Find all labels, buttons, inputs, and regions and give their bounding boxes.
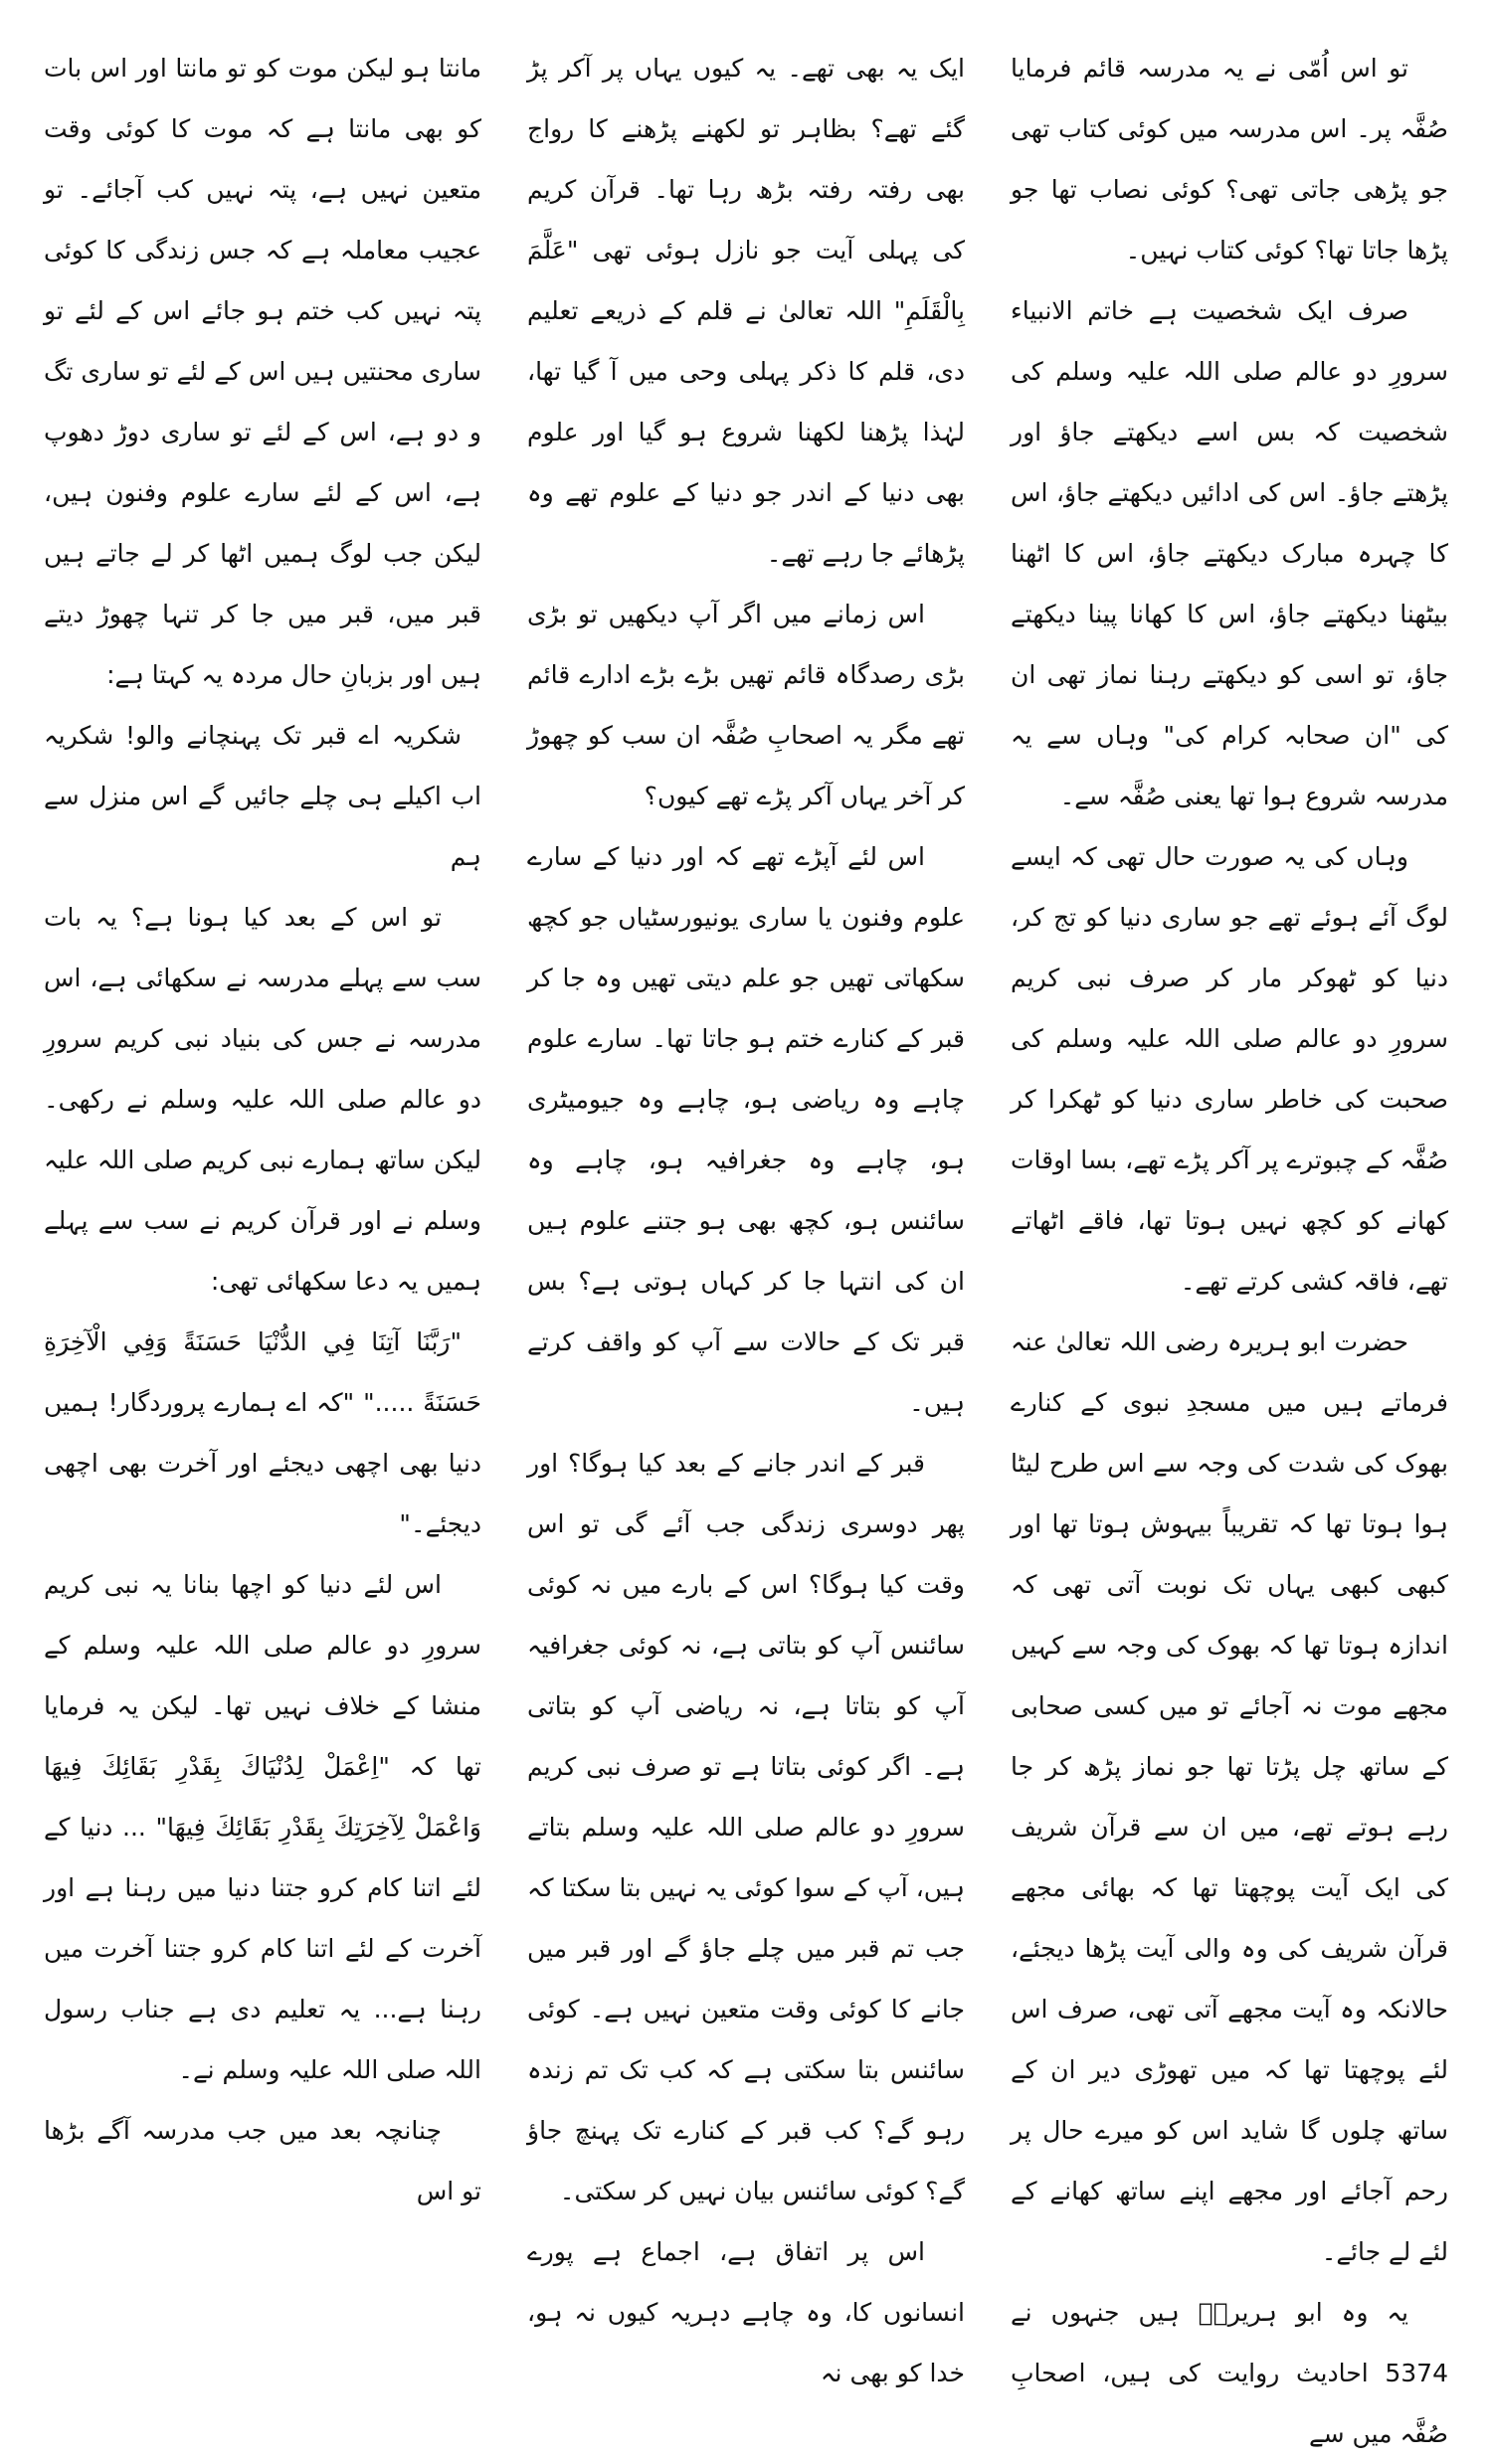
poetry-couplet: شکریہ اے قبر تک پہنچانے والو! شکریہ اب اکیلے ہی چلے جائیں گے اس منزل سے ہم bbox=[44, 721, 481, 871]
column-left bbox=[44, 38, 481, 2205]
paragraph: تو اس کے بعد کیا ہونا ہے؟ یہ بات سب سے پہلے مدرسہ نے سکھائی ہے، اس مدرسہ نے جس کی بنیاد نبی کریم سرورِ دو عالم صلی اللہ علیہ وسلم نے رکھی۔ لیکن ساتھ ہمارے نبی کریم صلی اللہ علیہ وسلم نے اور قرآن کریم نے سب سے پہلے ہمیں یہ دعا سکھائی تھی: bbox=[44, 903, 481, 1296]
paragraph: تو اس اُمّی نے یہ مدرسہ قائم فرمایا صُفَّہ پر۔ اس مدرسہ میں کوئی کتاب تھی جو پڑھی جاتی تھی؟ کوئی نصاب تھا جو پڑھا جاتا تھا؟ کوئی کتاب نہیں۔ bbox=[1011, 54, 1448, 264]
paragraph: مانتا ہو لیکن موت کو تو مانتا اور اس بات کو بھی مانتا ہے کہ موت کا کوئی وقت متعین نہیں ہے، پتہ نہیں کب آجائے۔ تو عجیب معاملہ ہے کہ جس زندگی کا کوئی پتہ نہیں کب ختم ہو جائے اس کے لئے تو ساری محنتیں ہیں اس کے لئے تو ساری تگ و دو ہے، اس کے لئے تو ساری دوڑ دھوپ ہے، اس کے لئے سارے علوم وفنون ہیں، لیکن جب لوگ ہمیں اٹھا کر لے جاتے ہیں قبر میں، قبر میں جا کر تنہا چھوڑ دیتے ہیں اور بزبانِ حال مردہ یہ کہتا ہے: bbox=[44, 54, 481, 689]
paragraph: اس زمانے میں اگر آپ دیکھیں تو بڑی بڑی رصدگاہ قائم تھیں بڑے بڑے ادارے قائم تھے مگر یہ اصحابِ صُفَّہ ان سب کو چھوڑ کر آخر یہاں آکر پڑے تھے کیوں؟ bbox=[527, 600, 965, 810]
column-right bbox=[1011, 38, 1448, 2448]
paragraph: چنانچہ بعد میں جب مدرسہ آگے بڑھا تو اس bbox=[44, 2116, 481, 2205]
paragraph: اس لئے دنیا کو اچھا بنانا یہ نبی کریم سرورِ دو عالم صلی اللہ علیہ وسلم کے منشا کے خلاف نہیں تھا۔ لیکن یہ فرمایا تھا کہ "اِعْمَلْ لِدُنْيَاكَ بِقَدْرِ بَقَائِكَ فِيهَا وَاعْمَلْ لِآخِرَتِكَ بِقَدْرِ بَقَائِكَ فِيهَا" ... دنیا کے لئے اتنا کام کرو جتنا دنیا میں رہنا ہے اور آخرت کے لئے اتنا کام کرو جتنا آخرت میں رہنا ہے... یہ تعلیم دی ہے جناب رسول اللہ صلی اللہ علیہ وسلم نے۔ bbox=[44, 1570, 481, 2084]
paragraph: صرف ایک شخصیت ہے خاتم الانبیاء سرورِ دو عالم صلی اللہ علیہ وسلم کی شخصیت کہ بس اسے دیکھتے جاؤ اور پڑھتے جاؤ۔ اس کی ادائیں دیکھتے جاؤ، اس کا چہرہ مبارک دیکھتے جاؤ، اس کا اٹھنا بیٹھنا دیکھتے جاؤ، اس کا کھانا پینا دیکھتے جاؤ، تو اسی کو دیکھتے رہنا نماز تھی ان کی "ان صحابہ کرام کی" وہاں سے یہ مدرسہ شروع ہوا تھا یعنی صُفَّہ سے۔ bbox=[1011, 296, 1448, 810]
paragraph: وہاں کی یہ صورت حال تھی کہ ایسے لوگ آئے ہوئے تھے جو ساری دنیا کو تج کر، دنیا کو ٹھوکر مار کر صرف نبی کریم سرورِ دو عالم صلی اللہ علیہ وسلم کی صحبت کی خاطر ساری دنیا کو ٹھکرا کر صُفَّہ کے چبوترے پر آکر پڑے تھے، بسا اوقات کھانے کو کچھ نہیں ہوتا تھا، فاقے اٹھاتے تھے، فاقہ کشی کرتے تھے۔ bbox=[1011, 842, 1448, 1296]
text-columns bbox=[44, 38, 1448, 2448]
column-middle bbox=[527, 38, 965, 2387]
paragraph: اس لئے آپڑے تھے کہ اور دنیا کے سارے علوم وفنون یا ساری یونیورسٹیاں جو کچھ سکھاتی تھیں جو علم دیتی تھیں وہ جا کر قبر کے کنارے ختم ہو جاتا تھا۔ سارے علوم چاہے وہ ریاضی ہو، چاہے وہ جیومیٹری ہو، چاہے وہ جغرافیہ ہو، چاہے وہ سائنس ہو، کچھ بھی ہو جتنے علوم ہیں ان کی انتہا جا کر کہاں ہوتی ہے؟ بس قبر تک کے حالات سے آپ کو واقف کرتے ہیں۔ bbox=[527, 842, 965, 1417]
quranic-prayer: "رَبَّنَا آتِنَا فِي الدُّنْيَا حَسَنَةً وَفِي الْآخِرَةِ حَسَنَةً ....." "کہ اے ہمارے پروردگار! ہمیں دنیا بھی اچھی دیجئے اور آخرت بھی اچھی دیجئے۔" bbox=[44, 1327, 481, 1538]
paragraph: قبر کے اندر جانے کے بعد کیا ہوگا؟ اور پھر دوسری زندگی جب آئے گی تو اس وقت کیا ہوگا؟ اس کے بارے میں نہ کوئی سائنس آپ کو بتاتی ہے، نہ کوئی جغرافیہ آپ کو بتاتا ہے، نہ ریاضی آپ کو بتاتی ہے۔ اگر کوئی بتاتا ہے تو صرف نبی کریم سرورِ دو عالم صلی اللہ علیہ وسلم بتاتے ہیں، آپ کے سوا کوئی یہ نہیں بتا سکتا کہ جب تم قبر میں چلے جاؤ گے اور قبر میں جانے کا کوئی وقت متعین نہیں ہے۔ کوئی سائنس بتا سکتی ہے کہ کب تک تم زندہ رہو گے؟ کب قبر کے کنارے تک پہنچ جاؤ گے؟ کوئی سائنس بیان نہیں کر سکتی۔ bbox=[527, 1449, 965, 2205]
paragraph: یہ وہ ابو ہریرہؓ ہیں جنہوں نے 5374 احادیث روایت کی ہیں، اصحابِ صُفَّہ میں سے bbox=[1011, 2298, 1448, 2448]
paragraph: حضرت ابو ہریرہ رضی اللہ تعالیٰ عنہ فرماتے ہیں میں مسجدِ نبوی کے کنارے بھوک کی شدت کی وجہ سے اس طرح لیٹا ہوا ہوتا تھا کہ تقریباً بیہوش ہوتا تھا اور کبھی کبھی یہاں تک نوبت آتی تھی کہ اندازہ ہوتا تھا کہ بھوک کی وجہ سے کہیں مجھے موت نہ آجائے تو میں کسی صحابی کے ساتھ چل پڑتا تھا جو نماز پڑھ کر جا رہے ہوتے تھے، میں ان سے قرآن شریف کی ایک آیت پوچھتا تھا کہ بھائی مجھے قرآن شریف کی وہ والی آیت پڑھا دیجئے، حالانکہ وہ آیت مجھے آتی تھی، صرف اس لئے پوچھتا تھا کہ میں تھوڑی دیر ان کے ساتھ چلوں گا شاید اس کو میرے حال پر رحم آجائے اور مجھے اپنے ساتھ کھانے کے لئے لے جائے۔ bbox=[1011, 1327, 1448, 2266]
paragraph: ایک یہ بھی تھے۔ یہ کیوں یہاں پر آکر پڑ گئے تھے؟ بظاہر تو لکھنے پڑھنے کا رواج بھی رفتہ رفتہ بڑھ رہا تھا۔ قرآن کریم کی پہلی آیت جو نازل ہوئی تھی "عَلَّمَ بِالْقَلَمِ" اللہ تعالیٰ نے قلم کے ذریعے تعلیم دی، قلم کا ذکر پہلی وحی میں آ گیا تھا، لہٰذا پڑھنا لکھنا شروع ہو گیا اور علوم بھی دنیا کے اندر جو دنیا کے علوم تھے وہ پڑھائے جا رہے تھے۔ bbox=[527, 54, 965, 568]
paragraph: اس پر اتفاق ہے، اجماع ہے پورے انسانوں کا، وہ چاہے دہریہ کیوں نہ ہو، خدا کو بھی نہ bbox=[527, 2237, 965, 2387]
